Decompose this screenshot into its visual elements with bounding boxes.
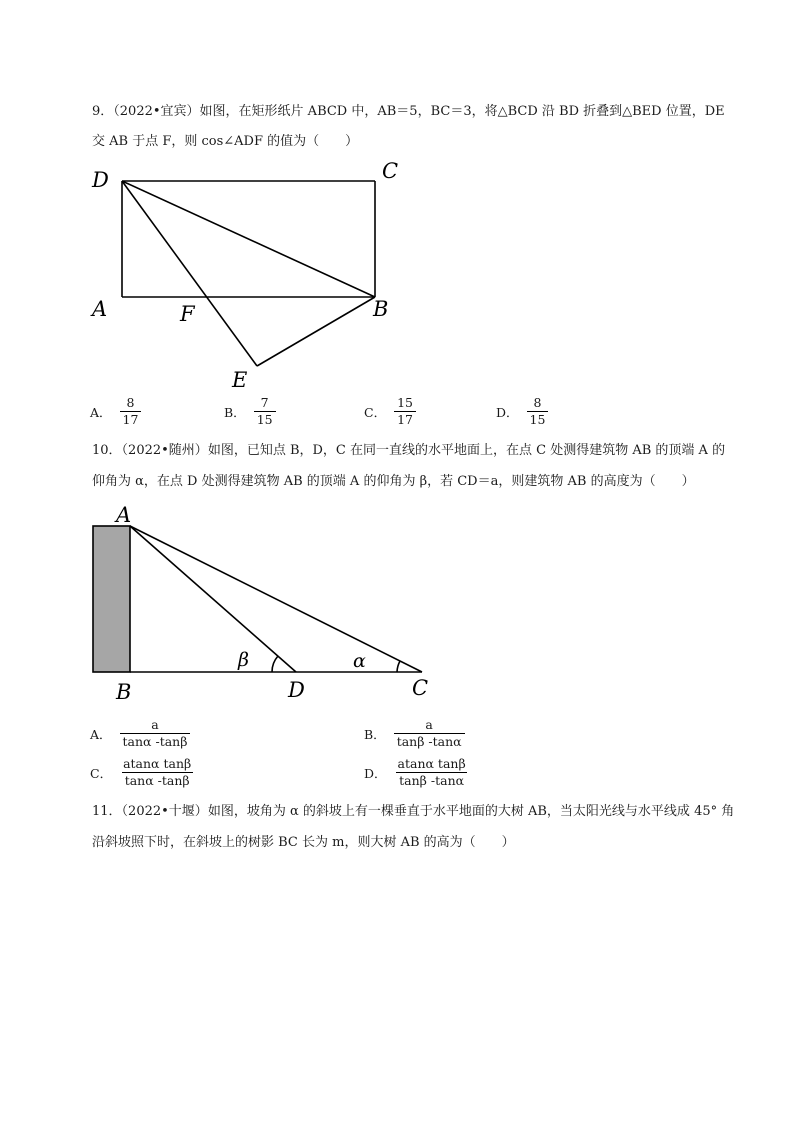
q9-option-d-letter: D． <box>496 404 519 420</box>
q10-number: 10． <box>92 443 122 458</box>
q10-option-b-fraction <box>394 718 465 749</box>
q9-edge-de <box>122 181 257 366</box>
q11-text-line1: 如图，坡角为 α 的斜坡上有一棵垂直于水平地面的大树 AB，当太阳光线与水平线成 45° 角 <box>207 804 735 819</box>
q10-line2 <box>92 473 695 491</box>
q9-option-a-fraction <box>120 396 142 427</box>
q10-figure <box>88 500 448 704</box>
q9-source: （2022•宜宾） <box>113 104 200 119</box>
q9-option-d <box>496 396 548 427</box>
q9-option-b <box>224 396 276 427</box>
q9-option-b-den: 15 <box>254 411 276 427</box>
q10-option-d <box>364 757 469 788</box>
q10-building <box>93 526 130 672</box>
q10-label-a: A <box>116 503 132 527</box>
q10-option-c-letter: C． <box>90 765 113 781</box>
q9-label-c: C <box>382 159 399 183</box>
q10-option-c-den: tanα -tanβ <box>122 772 193 788</box>
q9-label-a: A <box>92 297 108 321</box>
q11-line2 <box>92 834 515 852</box>
q10-label-d: D <box>288 678 305 702</box>
q10-option-a <box>90 718 190 749</box>
q9-label-f: F <box>180 302 195 326</box>
q9-option-a <box>90 396 141 427</box>
q9-text-line2: 交 AB 于点 F，则 cos∠ADF 的值为（ ） <box>92 134 359 149</box>
q11-number: 11． <box>92 804 122 819</box>
q9-option-c-num: 15 <box>397 395 413 410</box>
q10-option-c-num: atanα tanβ <box>123 756 192 771</box>
q10-option-b-num: a <box>425 717 433 732</box>
q9-label-b: B <box>373 297 389 321</box>
q10-option-b <box>364 718 465 749</box>
q10-option-a-num: a <box>151 717 159 732</box>
q9-option-c-den: 17 <box>394 411 416 427</box>
q10-line1 <box>92 442 725 460</box>
q9-option-b-letter: B． <box>224 404 246 420</box>
q9-line1 <box>92 103 725 121</box>
q9-option-b-fraction <box>254 396 276 427</box>
q9-text-line1: 如图，在矩形纸片 ABCD 中，AB＝5，BC＝3，将△BCD 沿 BD 折叠到△BED 位置，DE <box>199 104 725 119</box>
q11-source: （2022•十堰） <box>121 804 208 819</box>
q9-line2 <box>92 133 358 151</box>
q10-text-line2: 仰角为 α，在点 D 处测得建筑物 AB 的顶端 A 的仰角为 β，若 CD＝a，则建筑物 AB 的高度为（ ） <box>92 474 695 489</box>
q10-angle-alpha-arc <box>397 661 400 672</box>
q9-option-d-fraction <box>527 396 549 427</box>
q10-angle-beta-arc <box>272 656 278 672</box>
q10-label-c: C <box>412 676 429 700</box>
q9-label-e: E <box>232 368 248 392</box>
q9-option-d-num: 8 <box>533 395 542 410</box>
q9-option-b-num: 7 <box>260 395 269 410</box>
q9-option-a-den: 17 <box>120 411 142 427</box>
q10-text-line1: 如图，已知点 B，D，C 在同一直线的水平地面上，在点 C 处测得建筑物 AB 的顶端 A 的 <box>207 443 726 458</box>
q9-edge-eb <box>257 297 375 366</box>
q10-option-d-den: tanβ -tanα <box>396 772 467 788</box>
q9-option-a-num: 8 <box>126 395 135 410</box>
q9-number: 9． <box>92 104 114 119</box>
q9-figure <box>88 160 418 390</box>
q10-option-d-num: atanα tanβ <box>397 756 466 771</box>
q9-option-c-letter: C． <box>364 404 387 420</box>
q10-label-alpha: α <box>353 650 366 672</box>
q10-line-ac <box>130 526 422 672</box>
q10-source: （2022•随州） <box>121 443 208 458</box>
q9-option-d-den: 15 <box>527 411 549 427</box>
q9-option-c-fraction <box>394 396 416 427</box>
q10-line-ad <box>130 526 296 672</box>
q11-line1 <box>92 803 734 821</box>
q9-option-c <box>364 396 416 427</box>
q11-text-line2: 沿斜坡照下时，在斜坡上的树影 BC 长为 m，则大树 AB 的高为（ ） <box>92 835 515 850</box>
q10-option-a-fraction <box>120 718 191 749</box>
q9-label-d: D <box>92 168 109 192</box>
q10-option-d-letter: D． <box>364 765 387 781</box>
q10-option-c <box>90 757 194 788</box>
q10-option-d-fraction <box>395 757 469 788</box>
q10-option-c-fraction <box>120 757 194 788</box>
q9-option-a-letter: A． <box>90 404 112 420</box>
q10-option-b-den: tanβ -tanα <box>394 733 465 749</box>
q10-label-b: B <box>116 680 132 704</box>
q10-option-b-letter: B． <box>364 726 386 742</box>
q10-option-a-letter: A． <box>90 726 112 742</box>
q10-label-beta: β <box>238 649 249 671</box>
q10-option-a-den: tanα -tanβ <box>120 733 191 749</box>
q9-diagonal-db <box>122 181 375 297</box>
